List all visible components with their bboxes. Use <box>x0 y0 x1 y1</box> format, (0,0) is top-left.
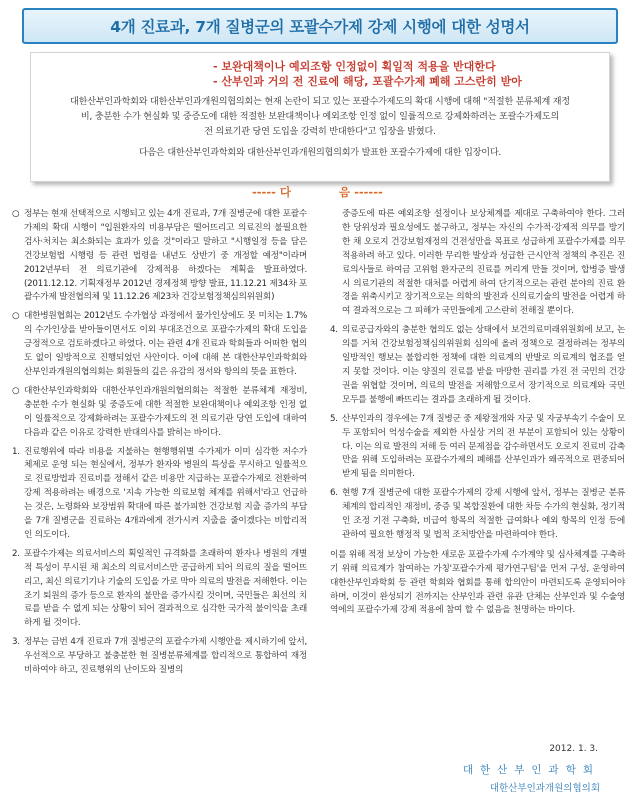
numbered-text: 포괄수가제는 의료서비스의 획일적인 규격화를 초래하여 환자나 병원의 개별적 특성이 무시된 채 최소의 의료서비스만 공급하게 되어 의료의 질을 떨어뜨리고, 최신 의료기기나 기술의 도입을 가로 막아 의료의 발전을 저해한다. 이는 조기 퇴원의 증가 등으로 환자의 불만을 증가시킬 것이며, 국민들은 최선의 치료를 받을 수 없게 되는 상황이 되어 결과적으로 심각한 국가적 불이익을 초래하게 될 것이다. <box>24 548 307 629</box>
intro-line-1: 대한산부인과학회와 대한산부인과개원의협의회는 현재 논란이 되고 있는 포괄수가제도의 확대 시행에 대해 "적절한 분류체계 재정 <box>70 97 570 107</box>
intro-paragraph <box>43 95 597 141</box>
continued-paragraph: 중증도에 따른 예외조항 설정이나 보상체계를 제대로 구축하여야 한다. 그러한 당위성과 필요성에도 불구하고, 정부는 자신의 수가적·강제적 의무를 방기한 채 오로지 건강보험재정의 건전성만을 목표로 성급하게 포괄수가제를 의무 적용하려 하고 있다. 이러한 무리한 발상과 성급한 근시안적 정책의 추진은 진료의사들로 하여금 고위험 환자군의 진료를 꺼리게 만들 것이며, 합병증 발생 시 의료기관의 적절한 대처를 어렵게 하여 단기적으로는 관련 분야의 진료 환경을 위축시키고 장기적으로는 의학의 발전과 신의료기술의 발전을 어렵게 하여 결과적으로는 그 피해가 국민들에게 고스란히 전해질 뿐이다. <box>342 209 625 317</box>
bullet-text: 대한병원협회는 2012년도 수가협상 과정에서 물가인상에도 못 미치는 1.7%의 수가인상을 받아들이면서도 이외 부대조건으로 포괄수가제의 확대 도입을 긍정적으로 검토하겠다고 하였다. 이는 관련 4개 진료과 학회들과 어떠한 협의도 없이 일방적으로 진행되었던 사안이다. 이에 대해 본 대한산부인과학회와 산부인과개원의협의회는 회원들의 깊은 유감의 정서와 항의의 뜻을 표한다. <box>24 311 307 377</box>
bullet-item: ○ 정부는 현재 선택적으로 시행되고 있는 4개 진료과, 7개 질병군에 대한 포괄수가제의 확대 시행이 "입원환자의 비용부담은 떨어뜨리고 의료진의 불필요한 검사·처치는 최소화되는 효과가 있을 것"이라고 말하고 "시행일정 등을 담은 건강보험법 시행령 등 관련 법령을 내년도 상반기 중 개정할 예정"이라며 2012년부터 전 의료기관에 강제적용 하겠다는 계획을 발표하였다. (2011.12.12. 기획재정부 2012년 경제정책 방향 발표, 11.12.21 제34차 포괄수가제 발전협의체 및 11.12.26 제23차 건강보험정책심의위원회) <box>12 208 307 305</box>
subtitle-line-1: - 보완대책이나 예외조항 인정없이 획일적 적용을 반대한다 <box>213 60 496 73</box>
right-column <box>330 208 625 618</box>
bullet-item: ○ 대한산부인과학회와 대한산부인과개원의협의회는 적절한 분류체계 재정비, 충분한 수가 현실화 및 중증도에 대한 적절한 보완대책이나 예외조항 인정 없이 일률적으로 강제화하려는 포괄수가제도의 전 의료기관 당연 도입에 대하여 다음과 같은 이유로 강력한 반대의사를 밝히는 바이다. <box>12 385 307 441</box>
left-column <box>12 208 307 683</box>
numbered-text: 현행 7개 질병군에 대한 포괄수가제의 강제 시행에 앞서, 정부는 질병군 분류체계의 합리적인 재정비, 중증 및 복합질환에 대한 차등 수가의 현실화, 정기적인 조정 기전 구축화, 비급여 항목의 적절한 급여화나 예외 항목의 인정 등에 관하여 필요한 행정적 및 법적 조처방안을 마련하여야 한다. <box>342 488 625 540</box>
intro-line-4: 다음은 대한산부인과학회와 대한산부인과개원의협의회가 발표한 포괄수가제에 대한 입장이다. <box>138 147 502 158</box>
numbered-item: 1. 진료행위에 따라 비용을 지불하는 현행행위별 수가제가 이미 심각한 저수가 체제로 운영 되는 현실에서, 정부가 환자와 병원의 특성을 무시하고 일률적으로 진료방법과 진료비를 정해서 같은 비용만 지급하는 포괄수가제로 전환하여 강제 적용하려는 배경으로 '지속 가능한 의료보험 체계를 위해서'라고 언급하는 것은, 노령화와 보장범위 확대에 따른 불가피한 건강보험 지출 증가의 부담을 7개 질병군을 진료하는 4개과에게 전가시켜 지출을 줄이겠다는 비합리적인 의도이다. <box>12 446 307 543</box>
numbered-item: 2. 포괄수가제는 의료서비스의 획일적인 규격화를 초래하여 환자나 병원의 개별적 특성이 무시된 채 최소의 의료서비스만 공급하게 되어 의료의 질을 떨어뜨리고, 최신 의료기기나 기술의 도입을 가로 막아 의료의 발전을 저해한다. 이는 조기 퇴원의 증가 등으로 환자의 불만을 증가시킬 것이며, 국민들은 최선의 치료를 받을 수 없게 되는 상황이 되어 결과적으로 심각한 국가적 불이익을 초래하게 될 것이다. <box>12 548 307 631</box>
signatory-association: 대한산부인과개원의협의회 <box>489 783 600 794</box>
bullet-text: 정부는 현재 선택적으로 시행되고 있는 4개 진료과, 7개 질병군에 대한 포괄수가제의 확대 시행이 "입원환자의 비용부담은 떨어뜨리고 의료진의 불필요한 검사·처치는 최소화되는 효과가 있을 것"이라고 말하고 "시행일정 등을 담은 건강보험법 시행령 등 관련 법령을 내년도 상반기 중 개정할 예정"이라며 2012년부터 전 의료기관에 강제적용 하겠다는 계획을 발표하였다. (2011.12.12. 기획재정부 2012년 경제정책 방향 발표, 11.12.21 제34차 포괄수가제 발전협의체 및 11.12.26 제23차 건강보험정책심의위원회) <box>24 209 307 303</box>
numbered-item: 6. 현행 7개 질병군에 대한 포괄수가제의 강제 시행에 앞서, 정부는 질병군 분류체계의 합리적인 재정비, 중증 및 복합질환에 대한 차등 수가의 현실화, 정기적인 조정 기전 구축화, 비급여 항목의 적절한 급여화나 예외 항목의 인정 등에 관하여 필요한 행정적 및 법적 조처방안을 마련하여야 한다. <box>330 487 625 543</box>
intro-box <box>30 52 610 182</box>
numbered-text: 진료행위에 따라 비용을 지불하는 현행행위별 수가제가 이미 심각한 저수가 체제로 운영 되는 현실에서, 정부가 환자와 병원의 특성을 무시하고 일률적으로 진료방법과 진료비를 정해서 같은 비용만 지급하는 포괄수가제로 전환하여 강제 적용하려는 배경으로 '지속 가능한 의료보험 체계를 위해서'라고 언급하는 것은, 노령화와 보장범위 확대에 따른 불가피한 건강보험 지출 증가의 부담을 7개 질병군을 진료하는 4개과에게 전가시켜 지출을 줄이겠다는 비합리적인 의도이다. <box>24 446 307 540</box>
signatory-society: 대한산부인과학회 <box>462 764 600 776</box>
bullet-item: ○ 대한병원협회는 2012년도 수가협상 과정에서 물가인상에도 못 미치는 1.7%의 수가인상을 받아들이면서도 이외 부대조건으로 포괄수가제의 확대 도입을 긍정적으로 검토하겠다고 하였다. 이는 관련 4개 진료과 학회들과 어떠한 협의도 없이 일방적으로 진행되었던 사안이다. 이에 대해 본 대한산부인과학회와 산부인과개원의협의회는 회원들의 깊은 유감의 정서와 항의의 뜻을 표한다. <box>12 310 307 380</box>
closing-paragraph: 이를 위해 적정 보상이 가능한 새로운 포괄수가제 수가계약 및 심사체계를 구축하기 위해 의료계가 참여하는 가칭'포괄수가제 평가연구팀'을 먼저 구성, 운영하여 대한산부인과학회 등 관련 학회와 협회를 통해 합의안이 마련되도록 운영되어야 하며, 이것이 완성되기 전까지는 산부인과 관련 유관 단체는 산부인과 및 수술영역에의 포괄수가제 강제 적용에 참여 할 수 없음을 천명하는 바이다. <box>330 549 625 616</box>
intro-line-3: 전 의료기관 당연 도입을 강력히 반대한다"고 입장을 밝혔다. <box>204 127 436 138</box>
continued-text <box>330 208 625 319</box>
statement-date: 2012. 1. 3. <box>549 744 598 754</box>
subtitle-line-2: - 산부인과 거의 전 진료에 해당, 포괄수가제 폐해 고스란히 받아 <box>213 75 522 88</box>
intro-line-2: 비, 충분한 수가 현실화 및 중증도에 대한 적절한 보완대책이나 예외조항 인정 없이 일률적으로 강제화하려는 포괄수가제도의 <box>80 112 560 123</box>
heading-right: 음 ------ <box>339 185 383 199</box>
page-title: 4개 진료과, 7개 질병군의 포괄수가제 강제 시행에 대한 성명서 <box>110 18 530 36</box>
numbered-item: 4. 의료공급자와의 충분한 협의도 없는 상태에서 보건의료미래위원회에 보고, 논의를 거쳐 건강보험정책심의위원회 심의에 올려 정책으로 결정하려는 정부의 일방적인 행보는 불합리한 정책에 대한 의료계의 반발로 의료계의 협조를 얻지 못할 것이다. 이는 양질의 진료를 받을 마땅한 권리를 가진 전 국민의 건강권을 위협할 것이며, 의료의 발전을 저해함으로서 장기적으로 의료계와 국민 모두를 불행에 빠뜨리는 결과를 초래하게 될 것이다. <box>330 324 625 407</box>
numbered-item: 5. 산부인과의 경우에는 7개 질병군 중 제왕절개와 자궁 및 자궁부속기 수술이 모두 포함되어 억성수술을 제외한 사실상 거의 전 부분이 포함되어 있는 상황이다. 이는 의료 발전의 저해 등 여러 문제점을 감수하면서도 오로지 진료비 감축만을 위해 도입하려는 포괄수가제의 폐해를 산부인과가 왜곡적으로 편중되어 받게 됨을 의미한다. <box>330 413 625 483</box>
heading-left: ----- 다 <box>252 185 291 199</box>
title-banner <box>22 8 618 44</box>
numbered-item: 3. 정부는 금번 4개 진료과 7개 질병군의 포괄수가제 시행안을 제시하기에 앞서, 우선적으로 부당하고 불충분한 현 질병분류체계를 합리적으로 통합하여 재정비하여야 하고, 진료행위의 난이도와 질병의 <box>12 636 307 678</box>
numbered-text: 정부는 금번 4개 진료과 7개 질병군의 포괄수가제 시행안을 제시하기에 앞서, 우선적으로 부당하고 불충분한 현 질병분류체계를 합리적으로 통합하여 재정비하여야 하고, 진료행위의 난이도와 질병의 <box>24 637 307 676</box>
numbered-text: 산부인과의 경우에는 7개 질병군 중 제왕절개와 자궁 및 자궁부속기 수술이 모두 포함되어 억성수술을 제외한 사실상 거의 전 부분이 포함되어 있는 상황이다. 이는 의료 발전의 저해 등 여러 문제점을 감수하면서도 오로지 진료비 감축만을 위해 도입하려는 포괄수가제의 폐해를 산부인과가 왜곡적으로 편중되어 받게 됨을 의미한다. <box>342 413 625 480</box>
bullet-text: 대한산부인과학회와 대한산부인과개원의협의회는 적절한 분류체계 재정비, 충분한 수가 현실화 및 중증도에 대한 적절한 보완대책이나 예외조항 인정 없이 일률적으로 강제화하려는 포괄수가제도의 전 의료기관 당연 도입에 대하여 다음과 같은 이유로 강력한 반대의사를 밝히는 바이다. <box>24 385 307 438</box>
numbered-text: 의료공급자와의 충분한 협의도 없는 상태에서 보건의료미래위원회에 보고, 논의를 거쳐 건강보험정책심의위원회 심의에 올려 정책으로 결정하려는 정부의 일방적인 행보는 불합리한 정책에 대한 의료계의 반발로 의료계의 협조를 얻지 못할 것이다. 이는 양질의 진료를 받을 마땅한 권리를 가진 전 국민의 건강권을 위협할 것이며, 의료의 발전을 저해함으로서 장기적으로 의료계와 국민 모두를 불행에 빠뜨리는 결과를 초래하게 될 것이다. <box>342 325 625 405</box>
